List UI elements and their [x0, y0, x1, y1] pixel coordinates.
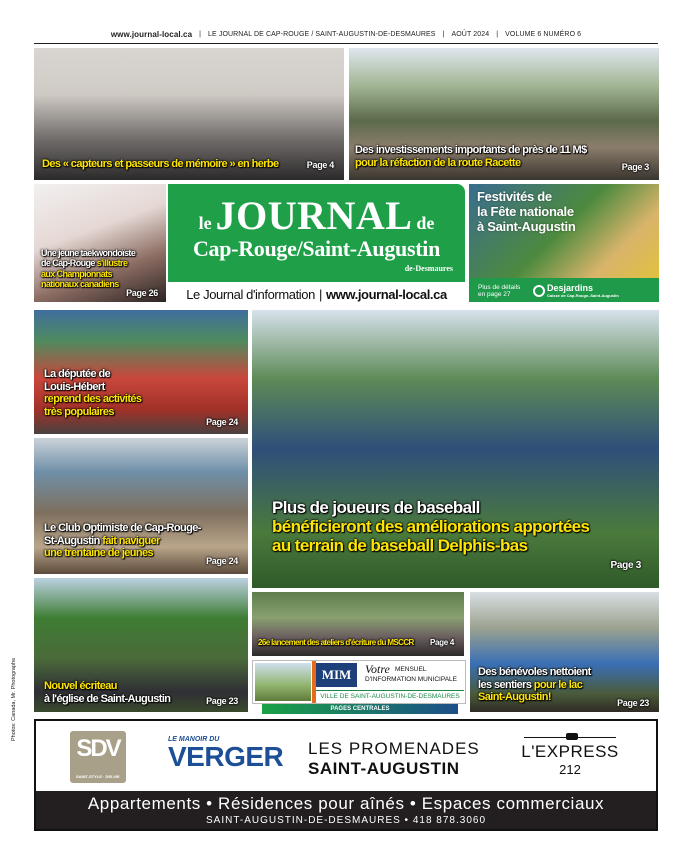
story-headline: La députée de Louis-Hébert reprend des activités très populaires — [44, 368, 142, 418]
page-ref: Page 26 — [126, 288, 158, 298]
separator: | — [442, 30, 445, 38]
photo-credit: Photos: Canada, Mr. Photographe — [11, 657, 17, 741]
fete-nationale-ad[interactable] — [469, 184, 659, 302]
masthead-subcity: de-Desmaures — [404, 264, 453, 273]
story-headline: 26e lancement des ateliers d'écriture du MSCCR — [258, 638, 414, 647]
ad-logos — [36, 721, 656, 793]
story-ecriteau[interactable] — [34, 578, 248, 712]
site-url[interactable]: www.journal-local.ca — [110, 29, 193, 39]
separator: | — [496, 30, 499, 38]
mim-photo — [255, 663, 311, 701]
issue-volume: VOLUME 6 NUMÉRO 6 — [505, 30, 582, 38]
issue-header — [34, 26, 658, 42]
masthead-tagline: Le Journal d'information | www.journal-local.ca — [186, 286, 447, 302]
page-ref: Page 24 — [206, 417, 238, 427]
manoir-du-verger-logo: LE MANOIR DU VERGER — [168, 736, 284, 772]
issue-date: AOÛT 2024 — [451, 30, 490, 38]
story-mscca[interactable] — [252, 592, 464, 656]
story-deputee[interactable] — [34, 310, 248, 434]
story-headline: Nouvel écriteau à l'église de Saint-Augustin — [44, 680, 171, 705]
ad-footer: Appartements • Résidences pour aînés • Espaces commerciaux SAINT-AUGUSTIN-DE-DESMAURES • 418 878.3060 — [36, 791, 656, 829]
page-ref: Page 24 — [206, 556, 238, 566]
story-baseball-lead[interactable] — [252, 310, 659, 588]
ad-title: Festivités de la Fête nationale à Saint-Augustin — [477, 189, 576, 234]
pages-centrales-bar[interactable]: PAGES CENTRALES — [262, 704, 458, 714]
sdv-logo: SDV SAINT-STYLE · DELVIE — [70, 731, 126, 783]
page-ref: Page 23 — [617, 698, 649, 708]
story-headline: Une jeune taekwondoïste de Cap-Rouge s'illustre aux Championnats nationaux canadiens — [41, 248, 136, 290]
story-racette[interactable] — [349, 48, 659, 180]
story-headline: Plus de joueurs de baseball bénéficieront des améliorations apportées au terrain de baseball Delphis-bas — [272, 498, 590, 556]
leaf-icon — [566, 733, 578, 740]
story-benevoles[interactable] — [470, 592, 659, 712]
page-ref: Page 3 — [610, 560, 641, 571]
page-ref: Page 23 — [206, 696, 238, 706]
mim-logo: MIM — [316, 663, 357, 687]
express-212-logo: L'EXPRESS 212 — [520, 735, 620, 777]
masthead-city: Cap-Rouge/Saint-Augustin — [192, 236, 441, 261]
page-ref: Page 3 — [621, 162, 649, 172]
story-memoire[interactable] — [34, 48, 344, 180]
story-headline: Des « capteurs et passeurs de mémoire » en herbe — [42, 158, 279, 170]
publication-name: LE JOURNAL DE CAP-ROUGE / SAINT-AUGUSTIN-DE-DESMAURES — [208, 30, 436, 38]
promenades-logo: LES PROMENADES SAINT-AUGUSTIN — [308, 739, 480, 778]
story-headline: Des investissements importants de près de 11 M$ pour la réfaction de la route Racette — [355, 144, 587, 169]
page-ref: Page 4 — [306, 160, 334, 170]
story-optimiste[interactable] — [34, 438, 248, 574]
story-headline: Le Club Optimiste de Cap-Rouge- St-Augustin fait naviguer une trentaine de jeunes — [44, 522, 201, 560]
bottom-advertisement[interactable] — [34, 719, 658, 831]
page-ref: Page 4 — [430, 638, 454, 647]
ad-more-info: Plus de détails en page 27 — [478, 283, 521, 298]
story-taekwondo[interactable] — [34, 184, 166, 302]
mim-banner[interactable]: MIM Votre MENSUEL D'INFORMATION MUNICIPALE VILLE DE SAINT-AUGUSTIN-DE-DESMAURES — [252, 660, 466, 704]
masthead-logo: le JOURNAL de Cap-Rouge/Saint-Augustin de-Desmaures — [168, 184, 465, 282]
desjardins-icon — [533, 285, 545, 297]
separator: | — [199, 30, 202, 38]
tagline-url[interactable]: www.journal-local.ca — [325, 286, 447, 302]
story-headline: Des bénévoles nettoient les sentiers pour le lac Saint-Augustin! — [478, 666, 591, 704]
header-rule — [34, 43, 658, 44]
desjardins-logo: Desjardins Caisse de Cap-Rouge–Saint-Augustin — [547, 283, 619, 298]
